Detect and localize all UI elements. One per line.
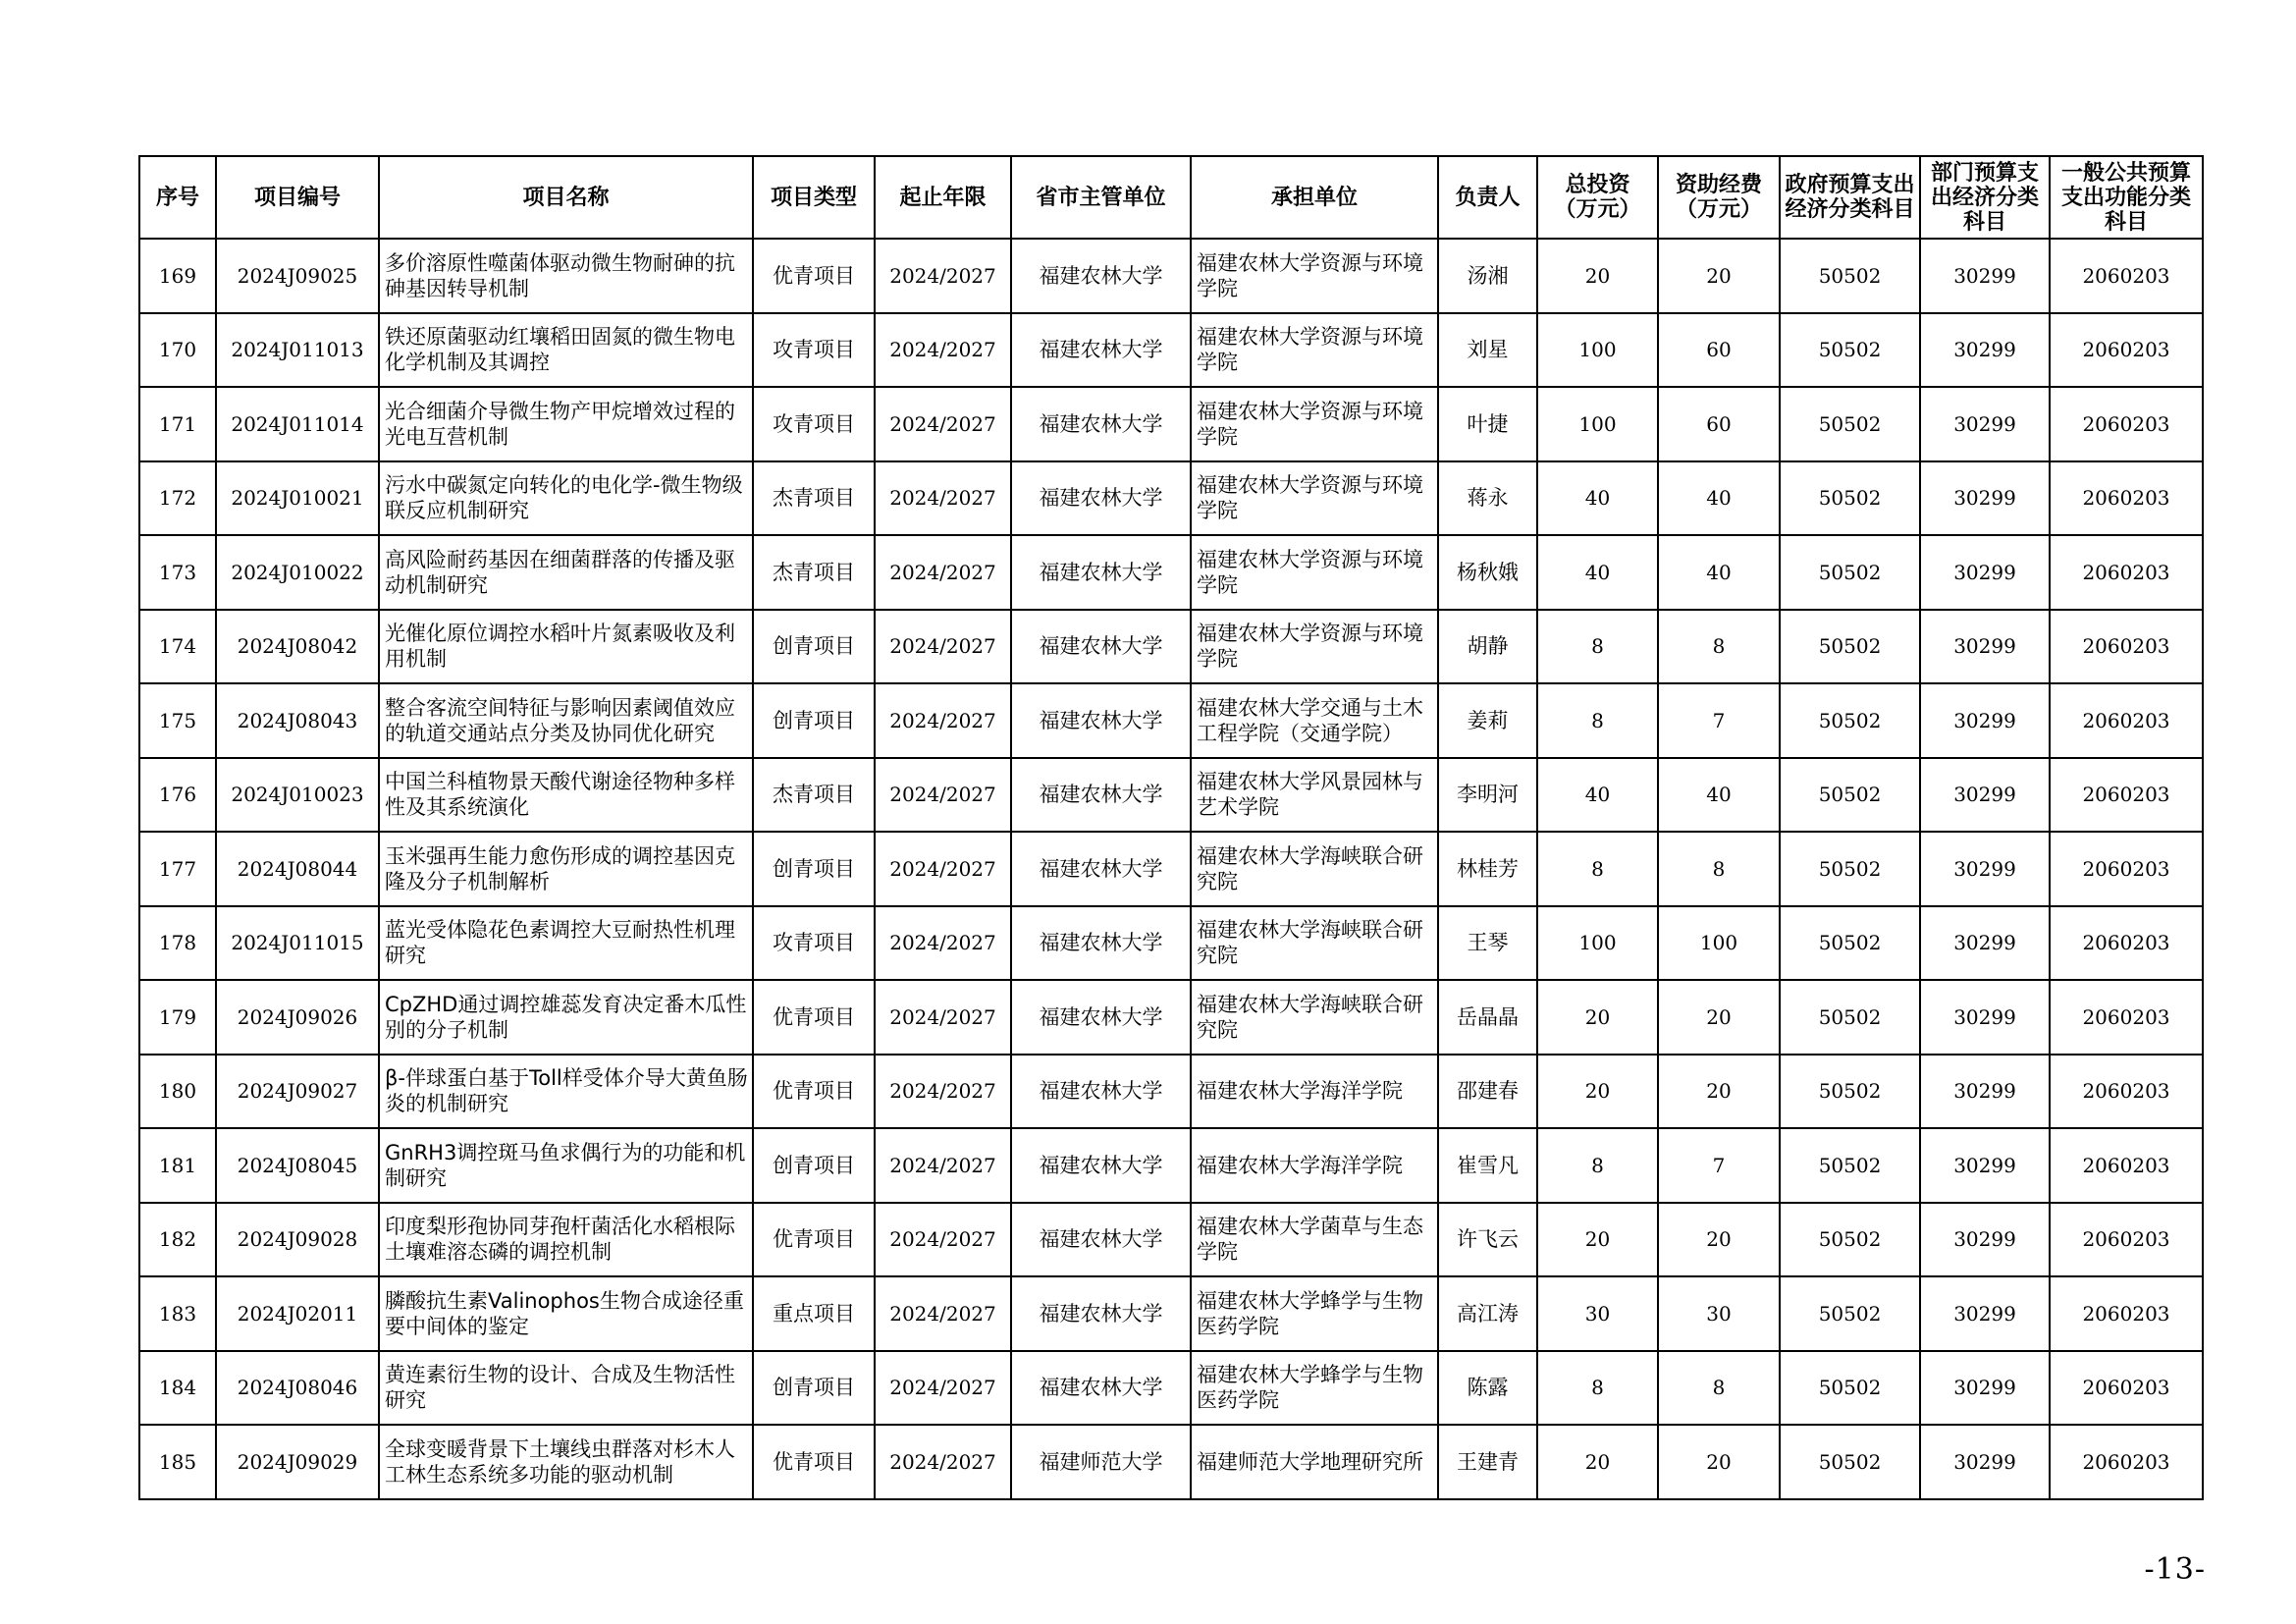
cell-type: 杰青项目 <box>753 535 875 610</box>
cell-code: 2024J08044 <box>216 832 379 906</box>
cell-seq: 183 <box>139 1276 216 1351</box>
cell-name <box>379 461 753 536</box>
project-funding-table <box>138 155 2204 1500</box>
cell-name <box>379 387 753 461</box>
cell-type: 优青项目 <box>753 239 875 313</box>
column-header: 项目名称 <box>379 156 753 239</box>
cell-name-text: 高风险耐药基因在细菌群落的传播及驱动机制研究 <box>385 547 735 597</box>
cell-leader: 汤湘 <box>1438 239 1537 313</box>
cell-supervisor: 福建农林大学 <box>1011 1351 1191 1426</box>
cell-dept: 30299 <box>1920 387 2050 461</box>
column-header: 起止年限 <box>875 156 1011 239</box>
cell-seq: 178 <box>139 906 216 981</box>
cell-func: 2060203 <box>2050 610 2203 684</box>
cell-dept: 30299 <box>1920 906 2050 981</box>
cell-type: 重点项目 <box>753 1276 875 1351</box>
cell-gov: 50502 <box>1780 980 1920 1055</box>
cell-code: 2024J010022 <box>216 535 379 610</box>
cell-name-text: GnRH3调控斑马鱼求偶行为的功能和机制研究 <box>385 1140 746 1190</box>
cell-years: 2024/2027 <box>875 832 1011 906</box>
cell-unit-text: 福建农林大学蜂学与生物医药学院 <box>1197 1288 1423 1338</box>
column-header: 负责人 <box>1438 156 1537 239</box>
table-row <box>139 461 2203 536</box>
table-row <box>139 1276 2203 1351</box>
cell-func: 2060203 <box>2050 239 2203 313</box>
cell-unit <box>1191 239 1438 313</box>
cell-funding: 100 <box>1658 906 1780 981</box>
cell-code: 2024J011013 <box>216 313 379 388</box>
cell-seq: 180 <box>139 1055 216 1129</box>
cell-unit <box>1191 535 1438 610</box>
cell-name-text: 黄连素衍生物的设计、合成及生物活性研究 <box>385 1363 735 1413</box>
cell-type: 创青项目 <box>753 683 875 758</box>
cell-dept: 30299 <box>1920 239 2050 313</box>
cell-func: 2060203 <box>2050 1276 2203 1351</box>
cell-unit-text: 福建农林大学交通与土木工程学院（交通学院） <box>1197 695 1423 745</box>
cell-name-text: 印度梨形孢协同芽孢杆菌活化水稻根际土壤难溶态磷的调控机制 <box>385 1215 735 1265</box>
cell-dept: 30299 <box>1920 832 2050 906</box>
cell-code: 2024J010021 <box>216 461 379 536</box>
cell-unit <box>1191 980 1438 1055</box>
cell-name <box>379 313 753 388</box>
cell-func: 2060203 <box>2050 1425 2203 1499</box>
cell-supervisor: 福建农林大学 <box>1011 1128 1191 1203</box>
cell-type: 攻青项目 <box>753 906 875 981</box>
cell-supervisor: 福建农林大学 <box>1011 832 1191 906</box>
column-header: 省市主管单位 <box>1011 156 1191 239</box>
cell-funding: 20 <box>1658 1203 1780 1277</box>
cell-supervisor: 福建农林大学 <box>1011 387 1191 461</box>
table-row <box>139 313 2203 388</box>
cell-years: 2024/2027 <box>875 1351 1011 1426</box>
cell-unit <box>1191 683 1438 758</box>
table-row <box>139 239 2203 313</box>
table-row <box>139 980 2203 1055</box>
cell-funding: 8 <box>1658 1351 1780 1426</box>
cell-supervisor: 福建农林大学 <box>1011 1276 1191 1351</box>
cell-gov: 50502 <box>1780 1425 1920 1499</box>
cell-unit <box>1191 1128 1438 1203</box>
cell-name <box>379 758 753 833</box>
cell-dept: 30299 <box>1920 980 2050 1055</box>
cell-code: 2024J09025 <box>216 239 379 313</box>
cell-seq: 171 <box>139 387 216 461</box>
cell-supervisor: 福建农林大学 <box>1011 906 1191 981</box>
cell-func: 2060203 <box>2050 387 2203 461</box>
cell-dept: 30299 <box>1920 758 2050 833</box>
cell-code: 2024J08043 <box>216 683 379 758</box>
cell-leader: 陈露 <box>1438 1351 1537 1426</box>
cell-dept: 30299 <box>1920 1128 2050 1203</box>
cell-dept: 30299 <box>1920 313 2050 388</box>
cell-func: 2060203 <box>2050 535 2203 610</box>
cell-name <box>379 239 753 313</box>
cell-unit-text: 福建农林大学资源与环境学院 <box>1197 547 1423 597</box>
cell-leader: 叶捷 <box>1438 387 1537 461</box>
cell-leader: 姜莉 <box>1438 683 1537 758</box>
cell-func: 2060203 <box>2050 1128 2203 1203</box>
cell-dept: 30299 <box>1920 1351 2050 1426</box>
cell-name <box>379 610 753 684</box>
cell-funding: 30 <box>1658 1276 1780 1351</box>
cell-unit-text: 福建农林大学蜂学与生物医药学院 <box>1197 1363 1423 1413</box>
cell-code: 2024J09029 <box>216 1425 379 1499</box>
cell-name <box>379 1055 753 1129</box>
page-number: -13- <box>2144 1552 2206 1587</box>
cell-years: 2024/2027 <box>875 1128 1011 1203</box>
cell-gov: 50502 <box>1780 1351 1920 1426</box>
cell-total: 8 <box>1537 1128 1658 1203</box>
cell-funding: 7 <box>1658 1128 1780 1203</box>
cell-years: 2024/2027 <box>875 461 1011 536</box>
cell-code: 2024J02011 <box>216 1276 379 1351</box>
cell-type: 杰青项目 <box>753 461 875 536</box>
cell-seq: 174 <box>139 610 216 684</box>
cell-years: 2024/2027 <box>875 906 1011 981</box>
cell-seq: 169 <box>139 239 216 313</box>
cell-code: 2024J011014 <box>216 387 379 461</box>
cell-funding: 60 <box>1658 313 1780 388</box>
cell-total: 20 <box>1537 1425 1658 1499</box>
cell-seq: 179 <box>139 980 216 1055</box>
cell-total: 100 <box>1537 313 1658 388</box>
cell-func: 2060203 <box>2050 1055 2203 1129</box>
cell-seq: 185 <box>139 1425 216 1499</box>
cell-total: 40 <box>1537 535 1658 610</box>
cell-seq: 170 <box>139 313 216 388</box>
cell-seq: 177 <box>139 832 216 906</box>
cell-type: 优青项目 <box>753 1425 875 1499</box>
cell-funding: 40 <box>1658 758 1780 833</box>
cell-code: 2024J09026 <box>216 980 379 1055</box>
cell-total: 8 <box>1537 1351 1658 1426</box>
cell-name <box>379 980 753 1055</box>
cell-leader: 许飞云 <box>1438 1203 1537 1277</box>
cell-leader: 崔雪凡 <box>1438 1128 1537 1203</box>
cell-total: 20 <box>1537 239 1658 313</box>
cell-leader: 蒋永 <box>1438 461 1537 536</box>
cell-unit-text: 福建农林大学海洋学院 <box>1197 1079 1403 1104</box>
table-row <box>139 1425 2203 1499</box>
cell-name <box>379 1203 753 1277</box>
cell-func: 2060203 <box>2050 980 2203 1055</box>
cell-seq: 173 <box>139 535 216 610</box>
cell-seq: 172 <box>139 461 216 536</box>
cell-name <box>379 906 753 981</box>
cell-years: 2024/2027 <box>875 980 1011 1055</box>
cell-func: 2060203 <box>2050 832 2203 906</box>
cell-total: 8 <box>1537 832 1658 906</box>
cell-name-text: β-伴球蛋白基于Toll样受体介导大黄鱼肠炎的机制研究 <box>385 1066 748 1116</box>
cell-years: 2024/2027 <box>875 239 1011 313</box>
cell-gov: 50502 <box>1780 1203 1920 1277</box>
cell-name <box>379 1351 753 1426</box>
cell-code: 2024J08045 <box>216 1128 379 1203</box>
cell-func: 2060203 <box>2050 313 2203 388</box>
cell-unit-text: 福建农林大学海峡联合研究院 <box>1197 843 1423 893</box>
cell-gov: 50502 <box>1780 1128 1920 1203</box>
cell-name <box>379 683 753 758</box>
column-header: 资助经费 （万元） <box>1658 156 1780 239</box>
cell-type: 创青项目 <box>753 1128 875 1203</box>
cell-unit-text: 福建农林大学风景园林与艺术学院 <box>1197 770 1423 820</box>
cell-supervisor: 福建农林大学 <box>1011 610 1191 684</box>
table-row <box>139 387 2203 461</box>
table-row <box>139 906 2203 981</box>
cell-years: 2024/2027 <box>875 535 1011 610</box>
cell-name-text: 蓝光受体隐花色素调控大豆耐热性机理研究 <box>385 918 735 968</box>
cell-total: 30 <box>1537 1276 1658 1351</box>
cell-leader: 林桂芳 <box>1438 832 1537 906</box>
cell-dept: 30299 <box>1920 683 2050 758</box>
cell-unit-text: 福建农林大学海峡联合研究院 <box>1197 992 1423 1042</box>
cell-years: 2024/2027 <box>875 1425 1011 1499</box>
cell-years: 2024/2027 <box>875 1203 1011 1277</box>
cell-func: 2060203 <box>2050 1351 2203 1426</box>
column-header: 部门预算支出经济分类科目 <box>1920 156 2050 239</box>
cell-gov: 50502 <box>1780 906 1920 981</box>
cell-leader: 刘星 <box>1438 313 1537 388</box>
cell-dept: 30299 <box>1920 1055 2050 1129</box>
cell-supervisor: 福建农林大学 <box>1011 239 1191 313</box>
cell-dept: 30299 <box>1920 1276 2050 1351</box>
table-row <box>139 832 2203 906</box>
cell-funding: 40 <box>1658 535 1780 610</box>
cell-func: 2060203 <box>2050 683 2203 758</box>
cell-unit-text: 福建农林大学菌草与生态学院 <box>1197 1215 1423 1265</box>
cell-supervisor: 福建师范大学 <box>1011 1425 1191 1499</box>
table-row <box>139 683 2203 758</box>
cell-code: 2024J09027 <box>216 1055 379 1129</box>
cell-supervisor: 福建农林大学 <box>1011 758 1191 833</box>
cell-unit <box>1191 1055 1438 1129</box>
cell-dept: 30299 <box>1920 461 2050 536</box>
cell-years: 2024/2027 <box>875 1055 1011 1129</box>
cell-leader: 王建青 <box>1438 1425 1537 1499</box>
cell-gov: 50502 <box>1780 313 1920 388</box>
cell-gov: 50502 <box>1780 758 1920 833</box>
cell-years: 2024/2027 <box>875 1276 1011 1351</box>
column-header: 项目编号 <box>216 156 379 239</box>
cell-unit-text: 福建师范大学地理研究所 <box>1197 1449 1423 1474</box>
cell-name-text: 膦酸抗生素Valinophos生物合成途径重要中间体的鉴定 <box>385 1288 744 1338</box>
cell-years: 2024/2027 <box>875 610 1011 684</box>
cell-type: 创青项目 <box>753 832 875 906</box>
project-table-container <box>138 155 2202 1502</box>
cell-dept: 30299 <box>1920 1203 2050 1277</box>
cell-gov: 50502 <box>1780 1055 1920 1129</box>
cell-name <box>379 1276 753 1351</box>
cell-name-text: 全球变暖背景下土壤线虫群落对杉木人工林生态系统多功能的驱动机制 <box>385 1436 735 1487</box>
cell-dept: 30299 <box>1920 610 2050 684</box>
cell-total: 40 <box>1537 461 1658 536</box>
cell-years: 2024/2027 <box>875 313 1011 388</box>
cell-total: 8 <box>1537 610 1658 684</box>
cell-unit-text: 福建农林大学资源与环境学院 <box>1197 250 1423 300</box>
cell-total: 20 <box>1537 1203 1658 1277</box>
cell-leader: 胡静 <box>1438 610 1537 684</box>
column-header: 承担单位 <box>1191 156 1438 239</box>
cell-leader: 高江涛 <box>1438 1276 1537 1351</box>
table-header-row <box>139 156 2203 239</box>
cell-type: 创青项目 <box>753 1351 875 1426</box>
cell-name <box>379 1128 753 1203</box>
table-row <box>139 1055 2203 1129</box>
cell-code: 2024J08046 <box>216 1351 379 1426</box>
cell-leader: 李明河 <box>1438 758 1537 833</box>
cell-func: 2060203 <box>2050 906 2203 981</box>
cell-funding: 20 <box>1658 239 1780 313</box>
cell-total: 100 <box>1537 387 1658 461</box>
cell-gov: 50502 <box>1780 832 1920 906</box>
cell-gov: 50502 <box>1780 239 1920 313</box>
cell-seq: 182 <box>139 1203 216 1277</box>
cell-funding: 20 <box>1658 1055 1780 1129</box>
cell-seq: 181 <box>139 1128 216 1203</box>
cell-funding: 20 <box>1658 1425 1780 1499</box>
cell-unit-text: 福建农林大学海洋学院 <box>1197 1153 1403 1177</box>
cell-type: 优青项目 <box>753 980 875 1055</box>
cell-type: 攻青项目 <box>753 313 875 388</box>
cell-years: 2024/2027 <box>875 758 1011 833</box>
cell-func: 2060203 <box>2050 758 2203 833</box>
cell-total: 8 <box>1537 683 1658 758</box>
cell-leader: 邵建春 <box>1438 1055 1537 1129</box>
table-row <box>139 610 2203 684</box>
cell-unit <box>1191 1351 1438 1426</box>
column-header: 总投资 （万元） <box>1537 156 1658 239</box>
cell-unit <box>1191 313 1438 388</box>
cell-name-text: 多价溶原性噬菌体驱动微生物耐砷的抗砷基因转导机制 <box>385 250 735 300</box>
cell-supervisor: 福建农林大学 <box>1011 461 1191 536</box>
table-row <box>139 758 2203 833</box>
cell-code: 2024J08042 <box>216 610 379 684</box>
cell-gov: 50502 <box>1780 387 1920 461</box>
column-header: 政府预算支出经济分类科目 <box>1780 156 1920 239</box>
cell-years: 2024/2027 <box>875 387 1011 461</box>
cell-seq: 184 <box>139 1351 216 1426</box>
cell-name-text: CpZHD通过调控雄蕊发育决定番木瓜性别的分子机制 <box>385 992 747 1042</box>
cell-unit <box>1191 758 1438 833</box>
cell-unit <box>1191 1276 1438 1351</box>
cell-unit-text: 福建农林大学资源与环境学院 <box>1197 399 1423 449</box>
cell-type: 创青项目 <box>753 610 875 684</box>
cell-func: 2060203 <box>2050 1203 2203 1277</box>
cell-dept: 30299 <box>1920 535 2050 610</box>
column-header: 一般公共预算支出功能分类科目 <box>2050 156 2203 239</box>
cell-total: 20 <box>1537 1055 1658 1129</box>
cell-leader: 岳晶晶 <box>1438 980 1537 1055</box>
cell-supervisor: 福建农林大学 <box>1011 683 1191 758</box>
column-header: 序号 <box>139 156 216 239</box>
cell-unit-text: 福建农林大学海峡联合研究院 <box>1197 918 1423 968</box>
cell-type: 优青项目 <box>753 1203 875 1277</box>
cell-supervisor: 福建农林大学 <box>1011 535 1191 610</box>
cell-code: 2024J010023 <box>216 758 379 833</box>
cell-gov: 50502 <box>1780 1276 1920 1351</box>
cell-name-text: 光合细菌介导微生物产甲烷增效过程的光电互营机制 <box>385 399 735 449</box>
cell-name-text: 光催化原位调控水稻叶片氮素吸收及利用机制 <box>385 622 735 672</box>
cell-seq: 175 <box>139 683 216 758</box>
cell-type: 攻青项目 <box>753 387 875 461</box>
column-header: 项目类型 <box>753 156 875 239</box>
cell-unit-text: 福建农林大学资源与环境学院 <box>1197 325 1423 375</box>
cell-unit <box>1191 832 1438 906</box>
table-body <box>139 239 2203 1499</box>
cell-name-text: 污水中碳氮定向转化的电化学-微生物级联反应机制研究 <box>385 473 743 523</box>
cell-unit <box>1191 461 1438 536</box>
cell-funding: 8 <box>1658 610 1780 684</box>
cell-func: 2060203 <box>2050 461 2203 536</box>
cell-supervisor: 福建农林大学 <box>1011 1055 1191 1129</box>
cell-dept: 30299 <box>1920 1425 2050 1499</box>
cell-funding: 7 <box>1658 683 1780 758</box>
cell-gov: 50502 <box>1780 610 1920 684</box>
cell-leader: 王琴 <box>1438 906 1537 981</box>
cell-code: 2024J011015 <box>216 906 379 981</box>
cell-name-text: 铁还原菌驱动红壤稻田固氮的微生物电化学机制及其调控 <box>385 325 735 375</box>
cell-funding: 20 <box>1658 980 1780 1055</box>
cell-name-text: 中国兰科植物景天酸代谢途径物种多样性及其系统演化 <box>385 770 735 820</box>
cell-total: 20 <box>1537 980 1658 1055</box>
cell-total: 40 <box>1537 758 1658 833</box>
cell-total: 100 <box>1537 906 1658 981</box>
table-row <box>139 535 2203 610</box>
cell-funding: 60 <box>1658 387 1780 461</box>
cell-type: 杰青项目 <box>753 758 875 833</box>
cell-unit <box>1191 387 1438 461</box>
table-row <box>139 1351 2203 1426</box>
cell-funding: 8 <box>1658 832 1780 906</box>
table-row <box>139 1128 2203 1203</box>
cell-gov: 50502 <box>1780 683 1920 758</box>
cell-gov: 50502 <box>1780 535 1920 610</box>
cell-name <box>379 535 753 610</box>
cell-unit <box>1191 610 1438 684</box>
cell-code: 2024J09028 <box>216 1203 379 1277</box>
cell-name <box>379 832 753 906</box>
cell-unit <box>1191 1203 1438 1277</box>
cell-years: 2024/2027 <box>875 683 1011 758</box>
cell-name <box>379 1425 753 1499</box>
cell-unit-text: 福建农林大学资源与环境学院 <box>1197 622 1423 672</box>
cell-unit <box>1191 906 1438 981</box>
cell-supervisor: 福建农林大学 <box>1011 1203 1191 1277</box>
cell-type: 优青项目 <box>753 1055 875 1129</box>
cell-name-text: 玉米强再生能力愈伤形成的调控基因克隆及分子机制解析 <box>385 843 735 893</box>
cell-seq: 176 <box>139 758 216 833</box>
cell-unit-text: 福建农林大学资源与环境学院 <box>1197 473 1423 523</box>
cell-leader: 杨秋娥 <box>1438 535 1537 610</box>
cell-unit <box>1191 1425 1438 1499</box>
cell-supervisor: 福建农林大学 <box>1011 313 1191 388</box>
cell-name-text: 整合客流空间特征与影响因素阈值效应的轨道交通站点分类及协同优化研究 <box>385 695 735 745</box>
table-row <box>139 1203 2203 1277</box>
cell-funding: 40 <box>1658 461 1780 536</box>
cell-gov: 50502 <box>1780 461 1920 536</box>
cell-supervisor: 福建农林大学 <box>1011 980 1191 1055</box>
